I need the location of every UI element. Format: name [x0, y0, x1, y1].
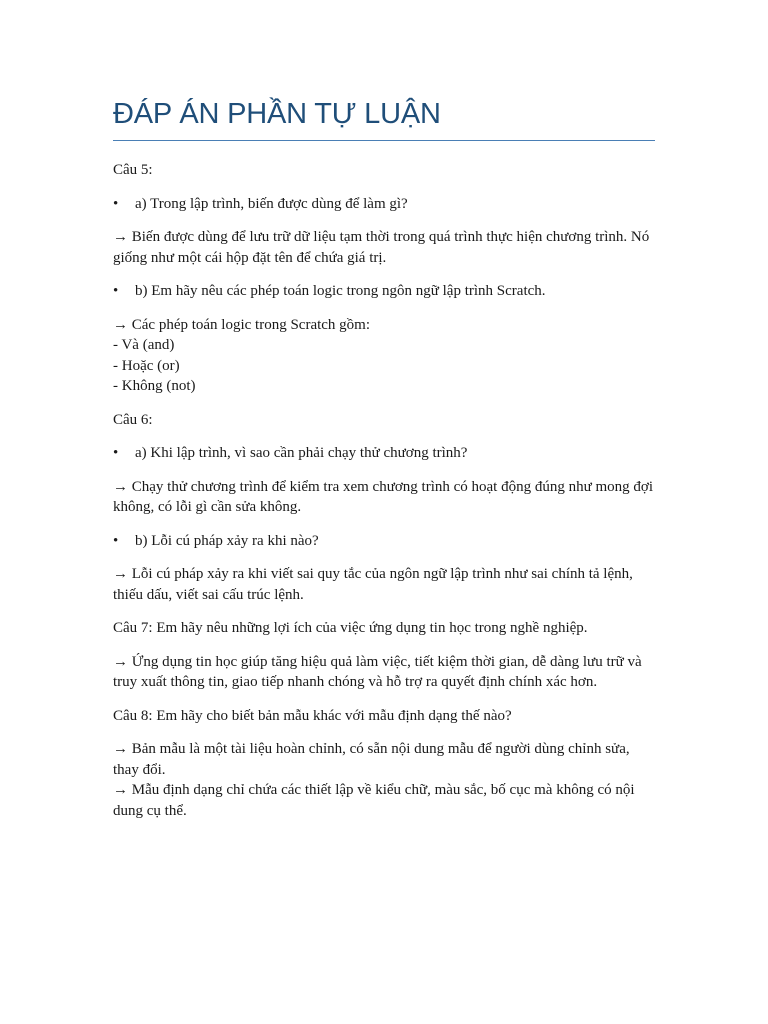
logic-op-not: - Không (not): [113, 378, 196, 394]
document-body: [113, 96, 655, 821]
bullet-item: [113, 531, 655, 552]
answer-6a: → Chạy thử chương trình để kiểm tra xem chương trình có hoạt động đúng như mong đợi không, có lỗi gì cần sửa không.: [113, 478, 653, 515]
bullet-icon: •: [113, 532, 119, 549]
question-6-label: Câu 6:: [113, 411, 153, 428]
bullet-icon: •: [113, 283, 119, 299]
bullet-icon: •: [113, 445, 119, 461]
answer-8-format: → Mẫu định dạng chỉ chứa các thiết lập về kiểu chữ, màu sắc, bố cục mà không có nội dung cụ thể.: [113, 782, 635, 819]
answer-5b-intro: → Các phép toán logic trong Scratch gồm:: [113, 316, 371, 333]
question-6a: a) Khi lập trình, vì sao cần phải chạy thử chương trình?: [135, 445, 468, 461]
bullet-item: [113, 194, 655, 215]
answer-8-template: → Bản mẫu là một tài liệu hoàn chỉnh, có sẵn nội dung mẫu để người dùng chỉnh sửa, thay đổi.: [113, 741, 630, 778]
answer-5a: → Biến được dùng để lưu trữ dữ liệu tạm thời trong quá trình thực hiện chương trình. Nó giống như một cái hộp đặt tên để chứa giá trị.: [113, 229, 650, 266]
question-6b: b) Lỗi cú pháp xảy ra khi nào?: [135, 532, 319, 549]
answer-5b: [113, 315, 655, 397]
question-5-label: Câu 5:: [113, 162, 153, 178]
question-5b: b) Em hãy nêu các phép toán logic trong ngôn ngữ lập trình Scratch.: [135, 283, 546, 299]
answer-6b: → Lỗi cú pháp xảy ra khi viết sai quy tắc của ngôn ngữ lập trình như sai chính tả lệnh, thiếu dấu, viết sai cấu trúc lệnh.: [113, 566, 633, 603]
bullet-item: [113, 281, 655, 302]
answer-7: → Ứng dụng tin học giúp tăng hiệu quả làm việc, tiết kiệm thời gian, dễ dàng lưu trữ và truy xuất thông tin, giao tiếp nhanh chóng và hỗ trợ ra quyết định chính xác hơn.: [113, 653, 642, 690]
bullet-item: [113, 443, 655, 464]
logic-op-or: - Hoặc (or): [113, 357, 180, 374]
document-title: ĐÁP ÁN PHẦN TỰ LUẬN: [113, 96, 655, 141]
question-7: Câu 7: Em hãy nêu những lợi ích của việc ứng dụng tin học trong nghề nghiệp.: [113, 620, 588, 636]
answer-8: [113, 739, 655, 821]
bullet-icon: •: [113, 195, 119, 212]
question-5a: a) Trong lập trình, biến được dùng để làm gì?: [135, 195, 408, 212]
logic-op-and: - Và (and): [113, 337, 175, 353]
question-8: Câu 8: Em hãy cho biết bản mẫu khác với mẫu định dạng thế nào?: [113, 707, 512, 724]
